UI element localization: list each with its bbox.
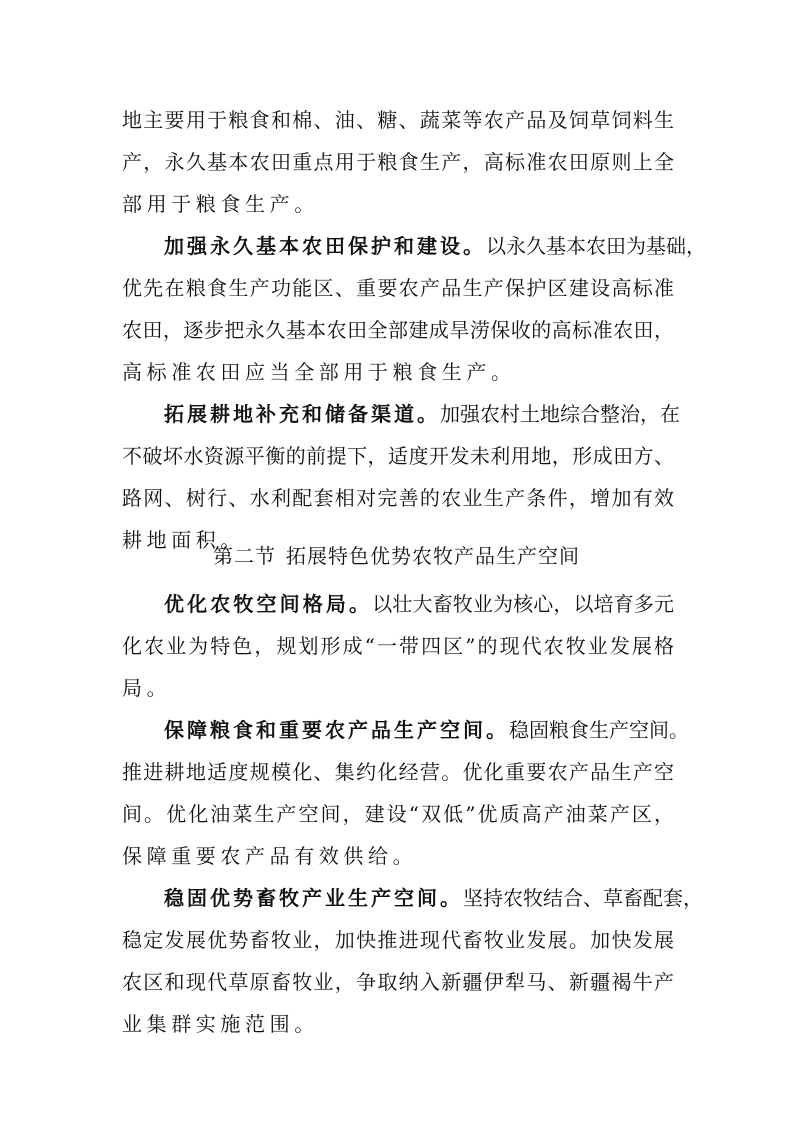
paragraph-2-line-3: 农田，逐步把永久基本农田全部建成旱涝保收的高标准农田，: [122, 318, 674, 342]
paragraph-2-heading: 加强永久基本农田保护和建设。: [164, 234, 486, 258]
paragraph-6-text-start: 坚持农牧结合、草畜配套，: [463, 886, 703, 910]
paragraph-5-line-2: 推进耕地适度规模化、集约化经营。优化重要农产品生产空: [122, 760, 674, 784]
paragraph-4-line-1: [164, 588, 674, 620]
paragraph-1-line-1: 地主要用于粮食和棉、油、糖、蔬菜等农产品及饲草饲料生: [122, 108, 674, 132]
paragraph-5-line-3: 间。优化油菜生产空间，建设“双低”优质高产油菜产区，: [122, 802, 674, 826]
paragraph-6-line-3: 农区和现代草原畜牧业，争取纳入新疆伊犁马、新疆褐牛产: [122, 970, 674, 994]
paragraph-5-heading: 保障粮食和重要农产品生产空间。: [164, 718, 509, 742]
paragraph-4-text-start: 以壮大畜牧业为核心，以培育多元: [372, 592, 675, 616]
paragraph-3-heading: 拓展耕地补充和储备渠道。: [164, 402, 440, 426]
paragraph-4-heading: 优化农牧空间格局。: [164, 592, 373, 616]
paragraph-2-line-1: [164, 230, 706, 262]
paragraph-6-heading: 稳固优势畜牧产业生产空间。: [164, 886, 463, 910]
section-title: 拓展特色优势农牧产品生产空间: [286, 544, 580, 568]
paragraph-5-line-1: [164, 714, 689, 746]
paragraph-3-text-start: 加强农村土地综合整治，在: [440, 402, 680, 426]
paragraph-3-line-4: 耕地面积。: [122, 528, 245, 552]
paragraph-2-line-4: 高标准农田应当全部用于粮食生产。: [122, 360, 516, 384]
paragraph-6-line-4: 业集群实施范围。: [122, 1012, 319, 1036]
paragraph-5-text-start: 稳固粮食生产空间。: [509, 718, 689, 742]
paragraph-3-line-3: 路网、树行、水利配套相对完善的农业生产条件，增加有效: [122, 486, 674, 510]
section-heading: [0, 540, 793, 572]
paragraph-4-line-3: 局。: [122, 676, 172, 700]
paragraph-6-line-2: 稳定发展优势畜牧业，加快推进现代畜牧业发展。加快发展: [122, 928, 674, 952]
paragraph-6-line-1: [164, 882, 703, 914]
paragraph-5-line-4: 保障重要农产品有效供给。: [122, 844, 418, 868]
paragraph-1-line-2: 产，永久基本农田重点用于粮食生产，高标准农田原则上全: [122, 150, 674, 174]
paragraph-3-line-1: [164, 398, 680, 430]
section-number: 第二节: [213, 544, 276, 568]
paragraph-3-line-2: 不破坏水资源平衡的前提下，适度开发未利用地，形成田方、: [122, 444, 674, 468]
paragraph-2-line-2: 优先在粮食生产功能区、重要农产品生产保护区建设高标准: [122, 276, 674, 300]
paragraph-4-line-2: 化农业为特色，规划形成“一带四区”的现代农牧业发展格: [122, 634, 674, 658]
paragraph-2-text-start: 以永久基本农田为基础，: [486, 234, 706, 258]
paragraph-1-line-3: 部用于粮食生产。: [122, 192, 319, 216]
